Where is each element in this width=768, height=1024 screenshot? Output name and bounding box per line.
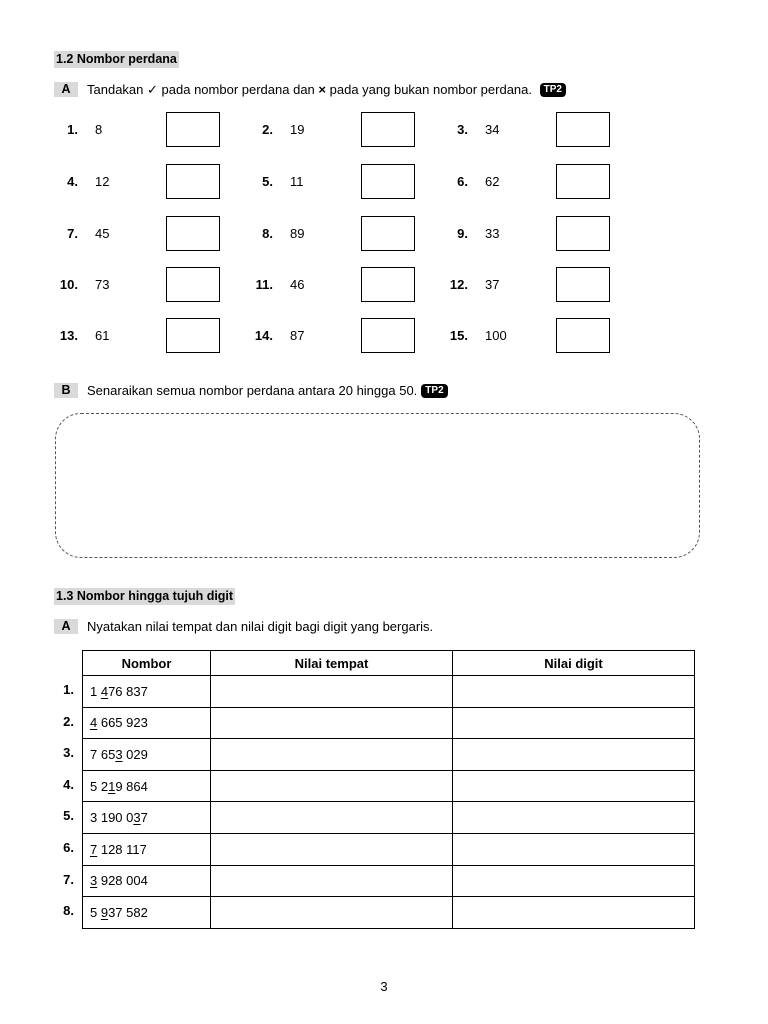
answer-box[interactable]: [166, 318, 220, 353]
digit-value-answer-cell[interactable]: [453, 676, 695, 708]
number-suffix: 9 864: [115, 778, 148, 794]
place-value-answer-cell[interactable]: [211, 770, 453, 802]
question-number: 3.: [457, 122, 468, 137]
question-number: 4.: [67, 174, 78, 189]
question-number: 12.: [449, 277, 468, 292]
header-nilai-tempat: Nilai tempat: [211, 651, 453, 676]
header-nilai-digit: Nilai digit: [453, 651, 695, 676]
table-row: [83, 865, 695, 897]
question-number: 15.: [449, 328, 468, 343]
place-value-answer-cell[interactable]: [211, 897, 453, 929]
number-suffix: 76 837: [108, 683, 148, 699]
check-icon: ✓: [147, 82, 158, 97]
table-row: [83, 770, 695, 802]
question-number: 6.: [457, 174, 468, 189]
answer-box[interactable]: [556, 267, 610, 302]
underlined-digit: 3: [90, 873, 98, 889]
number-cell: [83, 739, 211, 771]
row-number: 4.: [63, 776, 74, 792]
instruction-mid: pada nombor perdana dan: [161, 82, 315, 97]
answer-box[interactable]: [556, 318, 610, 353]
question-value: 11: [290, 174, 304, 189]
question-value: 37: [485, 277, 500, 292]
answer-box[interactable]: [556, 164, 610, 199]
row-number: 6.: [63, 840, 74, 855]
section-title-prime: 1.2 Nombor perdana: [56, 52, 177, 66]
part-b-instruction-text: Senaraikan semua nombor perdana antara 20 hingga 50.: [87, 383, 418, 398]
number-prefix: 7 65: [90, 746, 116, 762]
table-row: [83, 739, 695, 771]
answer-area[interactable]: [55, 413, 700, 558]
instruction-start: Tandakan: [87, 82, 144, 97]
number-suffix: 928 004: [97, 873, 148, 889]
number-cell: [83, 833, 211, 865]
row-number: 1.: [63, 682, 74, 697]
part-a-instruction: [87, 82, 566, 98]
question-number: 2.: [262, 122, 273, 137]
number-suffix: 128 117: [97, 841, 147, 857]
answer-box[interactable]: [361, 164, 415, 199]
place-value-answer-cell[interactable]: [211, 865, 453, 897]
cross-icon: ×: [318, 82, 326, 97]
number-cell: [83, 676, 211, 708]
question-value: 19: [290, 122, 305, 137]
question-value: 87: [290, 328, 305, 343]
number-prefix: 5 2: [90, 778, 109, 794]
tp-badge: TP2: [540, 83, 566, 97]
table-row: [83, 802, 695, 834]
answer-box[interactable]: [166, 267, 220, 302]
place-value-answer-cell[interactable]: [211, 802, 453, 834]
digit-value-answer-cell[interactable]: [453, 865, 695, 897]
number-prefix: 1: [90, 683, 101, 699]
number-cell: [83, 770, 211, 802]
question-number: 5.: [262, 174, 273, 189]
place-value-answer-cell[interactable]: [211, 833, 453, 865]
number-suffix: 029: [122, 746, 148, 762]
part-b-label: B: [54, 383, 78, 398]
digit-value-answer-cell[interactable]: [453, 802, 695, 834]
question-value: 34: [485, 122, 500, 137]
table-row: [83, 676, 695, 708]
row-number: 3.: [63, 745, 74, 761]
table-row: [83, 897, 695, 929]
number-cell: [83, 707, 211, 739]
row-number: 7.: [63, 871, 74, 887]
digit-value-answer-cell[interactable]: [453, 770, 695, 802]
row-number: 2.: [63, 713, 74, 729]
table-row: [83, 707, 695, 739]
part-b-instruction: [87, 383, 448, 399]
digit-value-answer-cell[interactable]: [453, 897, 695, 929]
number-prefix: 3 190 0: [90, 810, 134, 826]
part-a-label-2: A: [54, 619, 78, 634]
answer-box[interactable]: [361, 318, 415, 353]
underlined-digit: 3: [115, 746, 123, 762]
underlined-digit: 1: [108, 778, 116, 794]
underlined-digit: 3: [133, 810, 141, 826]
number-suffix: 7: [140, 810, 148, 826]
underlined-digit: 4: [100, 683, 109, 699]
question-number: 7.: [67, 226, 78, 241]
answer-box[interactable]: [166, 112, 220, 147]
question-number: 1.: [67, 122, 78, 137]
number-prefix: 5: [90, 904, 101, 920]
digit-value-answer-cell[interactable]: [453, 707, 695, 739]
underlined-digit: 7: [90, 841, 98, 857]
question-number: 11.: [255, 277, 273, 292]
question-value: 46: [290, 277, 305, 292]
section-title-seven-digit: 1.3 Nombor hingga tujuh digit: [56, 589, 234, 603]
answer-box[interactable]: [556, 216, 610, 251]
part-a-instruction-2: Nyatakan nilai tempat dan nilai digit bagi digit yang bergaris.: [87, 619, 434, 634]
part-a-label: A: [54, 82, 78, 97]
row-number: 5.: [63, 808, 74, 824]
question-number: 8.: [262, 226, 273, 241]
question-number: 14.: [254, 328, 273, 343]
question-number: 13.: [59, 328, 78, 343]
place-value-answer-cell[interactable]: [211, 739, 453, 771]
question-value: 33: [485, 226, 500, 241]
place-value-answer-cell[interactable]: [211, 707, 453, 739]
question-value: 100: [485, 328, 507, 343]
question-value: 62: [485, 174, 500, 189]
question-value: 89: [290, 226, 305, 241]
place-value-answer-cell[interactable]: [211, 676, 453, 708]
number-cell: [83, 897, 211, 929]
number-cell: [83, 802, 211, 834]
answer-box[interactable]: [556, 112, 610, 147]
digit-value-answer-cell[interactable]: [453, 739, 695, 771]
number-suffix: 665 923: [97, 715, 148, 731]
number-cell: [83, 865, 211, 897]
question-number: 9.: [457, 226, 468, 241]
answer-box[interactable]: [361, 267, 415, 302]
question-value: 12: [95, 174, 110, 189]
question-value: 73: [95, 277, 110, 292]
digit-value-answer-cell[interactable]: [453, 833, 695, 865]
row-number: 8.: [63, 903, 74, 919]
answer-box[interactable]: [361, 216, 415, 251]
answer-box[interactable]: [166, 164, 220, 199]
table-row: [83, 833, 695, 865]
underlined-digit: 9: [100, 904, 109, 920]
answer-box[interactable]: [361, 112, 415, 147]
page-number: 3: [380, 979, 388, 994]
question-value: 8: [95, 122, 103, 137]
tp-badge: TP2: [421, 384, 447, 398]
instruction-end: pada yang bukan nombor perdana.: [329, 82, 533, 97]
question-value: 61: [95, 328, 110, 343]
answer-box[interactable]: [166, 216, 220, 251]
header-nombor: Nombor: [83, 651, 211, 676]
place-value-table: [82, 650, 695, 929]
underlined-digit: 4: [90, 715, 98, 731]
question-value: 45: [95, 226, 110, 241]
number-suffix: 37 582: [108, 904, 148, 920]
question-number: 10.: [59, 277, 78, 292]
